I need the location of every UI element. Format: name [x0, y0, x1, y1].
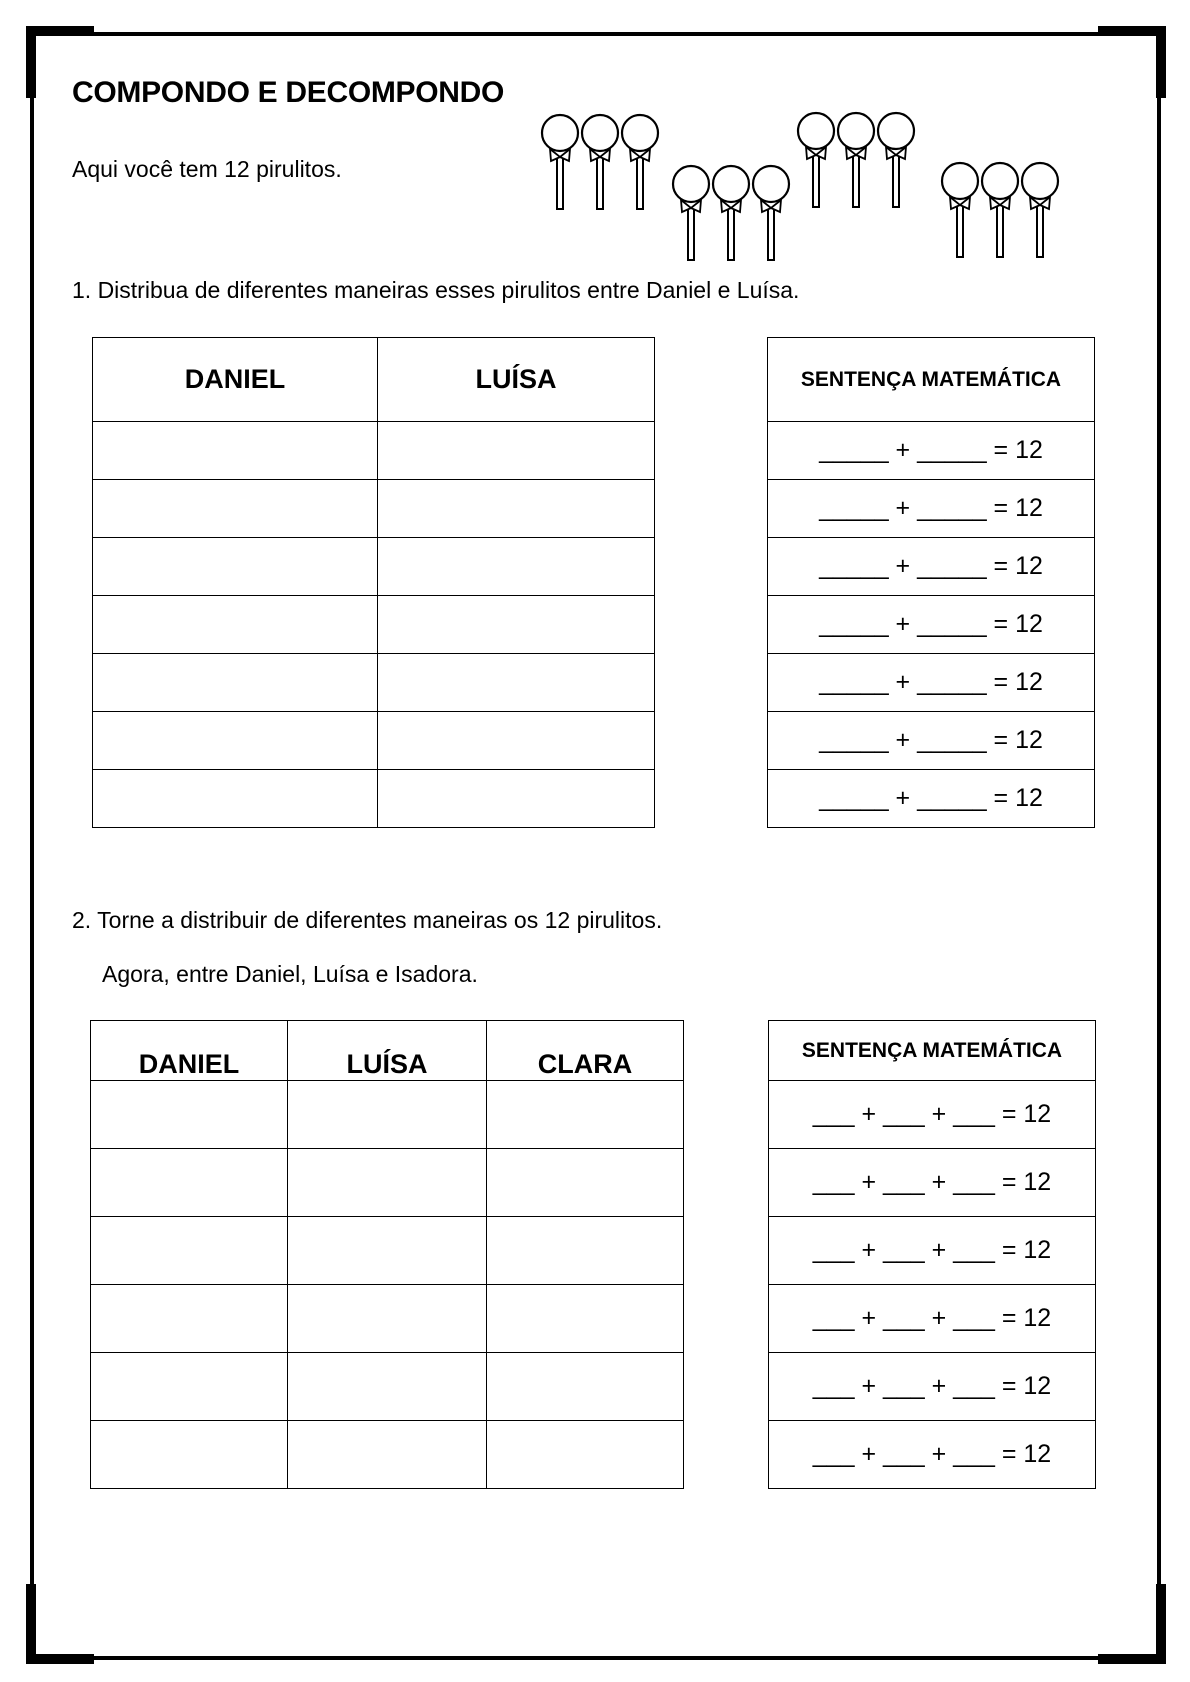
q1-row	[93, 770, 655, 828]
q2-row	[91, 1217, 684, 1285]
q2-row	[91, 1149, 684, 1217]
q2-answer-cell[interactable]	[487, 1217, 684, 1285]
q2-sentence[interactable]: ___ + ___ + ___ = 12	[769, 1081, 1096, 1149]
q2-table	[90, 1020, 684, 1489]
q2-header-luisa: LUÍSA	[288, 1021, 487, 1081]
q2-row	[91, 1353, 684, 1421]
q2-sentence[interactable]: ___ + ___ + ___ = 12	[769, 1149, 1096, 1217]
q2-answer-cell[interactable]	[487, 1421, 684, 1489]
q1-answer-cell[interactable]	[93, 770, 378, 828]
q1-sentence[interactable]: _____ + _____ = 12	[768, 770, 1095, 828]
lollipop-icon	[942, 163, 978, 257]
lollipop-icon	[753, 166, 789, 260]
q2-answer-cell[interactable]	[91, 1353, 288, 1421]
q2-sentence[interactable]: ___ + ___ + ___ = 12	[769, 1217, 1096, 1285]
q1-sentence[interactable]: _____ + _____ = 12	[768, 538, 1095, 596]
q2-answer-cell[interactable]	[288, 1149, 487, 1217]
q2-sentence[interactable]: ___ + ___ + ___ = 12	[769, 1421, 1096, 1489]
lollipop-icon	[982, 163, 1018, 257]
q1-answer-cell[interactable]	[378, 480, 655, 538]
intro-text: Aqui você tem 12 pirulitos.	[72, 156, 342, 182]
q1-answer-cell[interactable]	[93, 480, 378, 538]
q1-sentence[interactable]: _____ + _____ = 12	[768, 712, 1095, 770]
q1-sentence[interactable]: _____ + _____ = 12	[768, 654, 1095, 712]
q2-answer-cell[interactable]	[487, 1081, 684, 1149]
q2-answer-cell[interactable]	[487, 1353, 684, 1421]
q1-answer-cell[interactable]	[93, 596, 378, 654]
q2-sentence-header: SENTENÇA MATEMÁTICA	[769, 1021, 1096, 1081]
q1-answer-cell[interactable]	[378, 422, 655, 480]
lollipop-icon	[838, 113, 874, 207]
lollipop-icon	[878, 113, 914, 207]
q2-answer-cell[interactable]	[487, 1285, 684, 1353]
lollipops-illustration	[0, 0, 1190, 300]
q1-prompt: 1. Distribua de diferentes maneiras esses pirulitos entre Daniel e Luísa.	[72, 277, 800, 303]
q1-sentence[interactable]: _____ + _____ = 12	[768, 422, 1095, 480]
q1-row	[93, 422, 655, 480]
q1-answer-cell[interactable]	[93, 712, 378, 770]
page-title: COMPONDO E DECOMPONDO	[72, 76, 505, 109]
q2-sentence[interactable]: ___ + ___ + ___ = 12	[769, 1285, 1096, 1353]
lollipop-icon	[1022, 163, 1058, 257]
q2-answer-cell[interactable]	[91, 1081, 288, 1149]
q2-answer-cell[interactable]	[487, 1149, 684, 1217]
q2-answer-cell[interactable]	[91, 1285, 288, 1353]
q2-sentence-table	[768, 1020, 1096, 1489]
q2-answer-cell[interactable]	[288, 1081, 487, 1149]
lollipop-icon	[622, 115, 658, 209]
q2-row	[91, 1421, 684, 1489]
corner-bottom-left	[26, 1584, 36, 1664]
lollipop-icon	[542, 115, 578, 209]
q1-answer-cell[interactable]	[378, 770, 655, 828]
q1-sentence-table	[767, 337, 1095, 828]
q1-answer-cell[interactable]	[378, 712, 655, 770]
q1-answer-cell[interactable]	[378, 538, 655, 596]
q2-answer-cell[interactable]	[91, 1217, 288, 1285]
q2-answer-cell[interactable]	[91, 1421, 288, 1489]
q2-header-clara: CLARA	[487, 1021, 684, 1081]
q1-header-daniel: DANIEL	[93, 338, 378, 422]
q2-row	[91, 1081, 684, 1149]
corner-bottom-right	[1156, 1584, 1166, 1664]
lollipop-icon	[798, 113, 834, 207]
q2-answer-cell[interactable]	[288, 1217, 487, 1285]
corner-bottom-left-h	[26, 1654, 94, 1664]
q1-sentence[interactable]: _____ + _____ = 12	[768, 480, 1095, 538]
q1-row	[93, 596, 655, 654]
q1-answer-cell[interactable]	[93, 538, 378, 596]
lollipop-icon	[673, 166, 709, 260]
q1-table	[92, 337, 655, 828]
corner-bottom-right-h	[1098, 1654, 1166, 1664]
q1-answer-cell[interactable]	[93, 422, 378, 480]
lollipop-icon	[713, 166, 749, 260]
q2-prompt: 2. Torne a distribuir de diferentes maneiras os 12 pirulitos.	[72, 907, 663, 933]
q1-answer-cell[interactable]	[93, 654, 378, 712]
q2-sentence[interactable]: ___ + ___ + ___ = 12	[769, 1353, 1096, 1421]
q2-answer-cell[interactable]	[91, 1149, 288, 1217]
q1-sentence-header: SENTENÇA MATEMÁTICA	[768, 338, 1095, 422]
q2-header-daniel: DANIEL	[91, 1021, 288, 1081]
lollipop-icon	[582, 115, 618, 209]
q2-row	[91, 1285, 684, 1353]
q2-prompt-2: Agora, entre Daniel, Luísa e Isadora.	[102, 961, 478, 987]
q1-row	[93, 538, 655, 596]
q2-answer-cell[interactable]	[288, 1353, 487, 1421]
q2-answer-cell[interactable]	[288, 1421, 487, 1489]
q1-header-luisa: LUÍSA	[378, 338, 655, 422]
q1-row	[93, 480, 655, 538]
q1-answer-cell[interactable]	[378, 654, 655, 712]
q2-answer-cell[interactable]	[288, 1285, 487, 1353]
q1-row	[93, 712, 655, 770]
q1-answer-cell[interactable]	[378, 596, 655, 654]
q1-row	[93, 654, 655, 712]
q1-sentence[interactable]: _____ + _____ = 12	[768, 596, 1095, 654]
